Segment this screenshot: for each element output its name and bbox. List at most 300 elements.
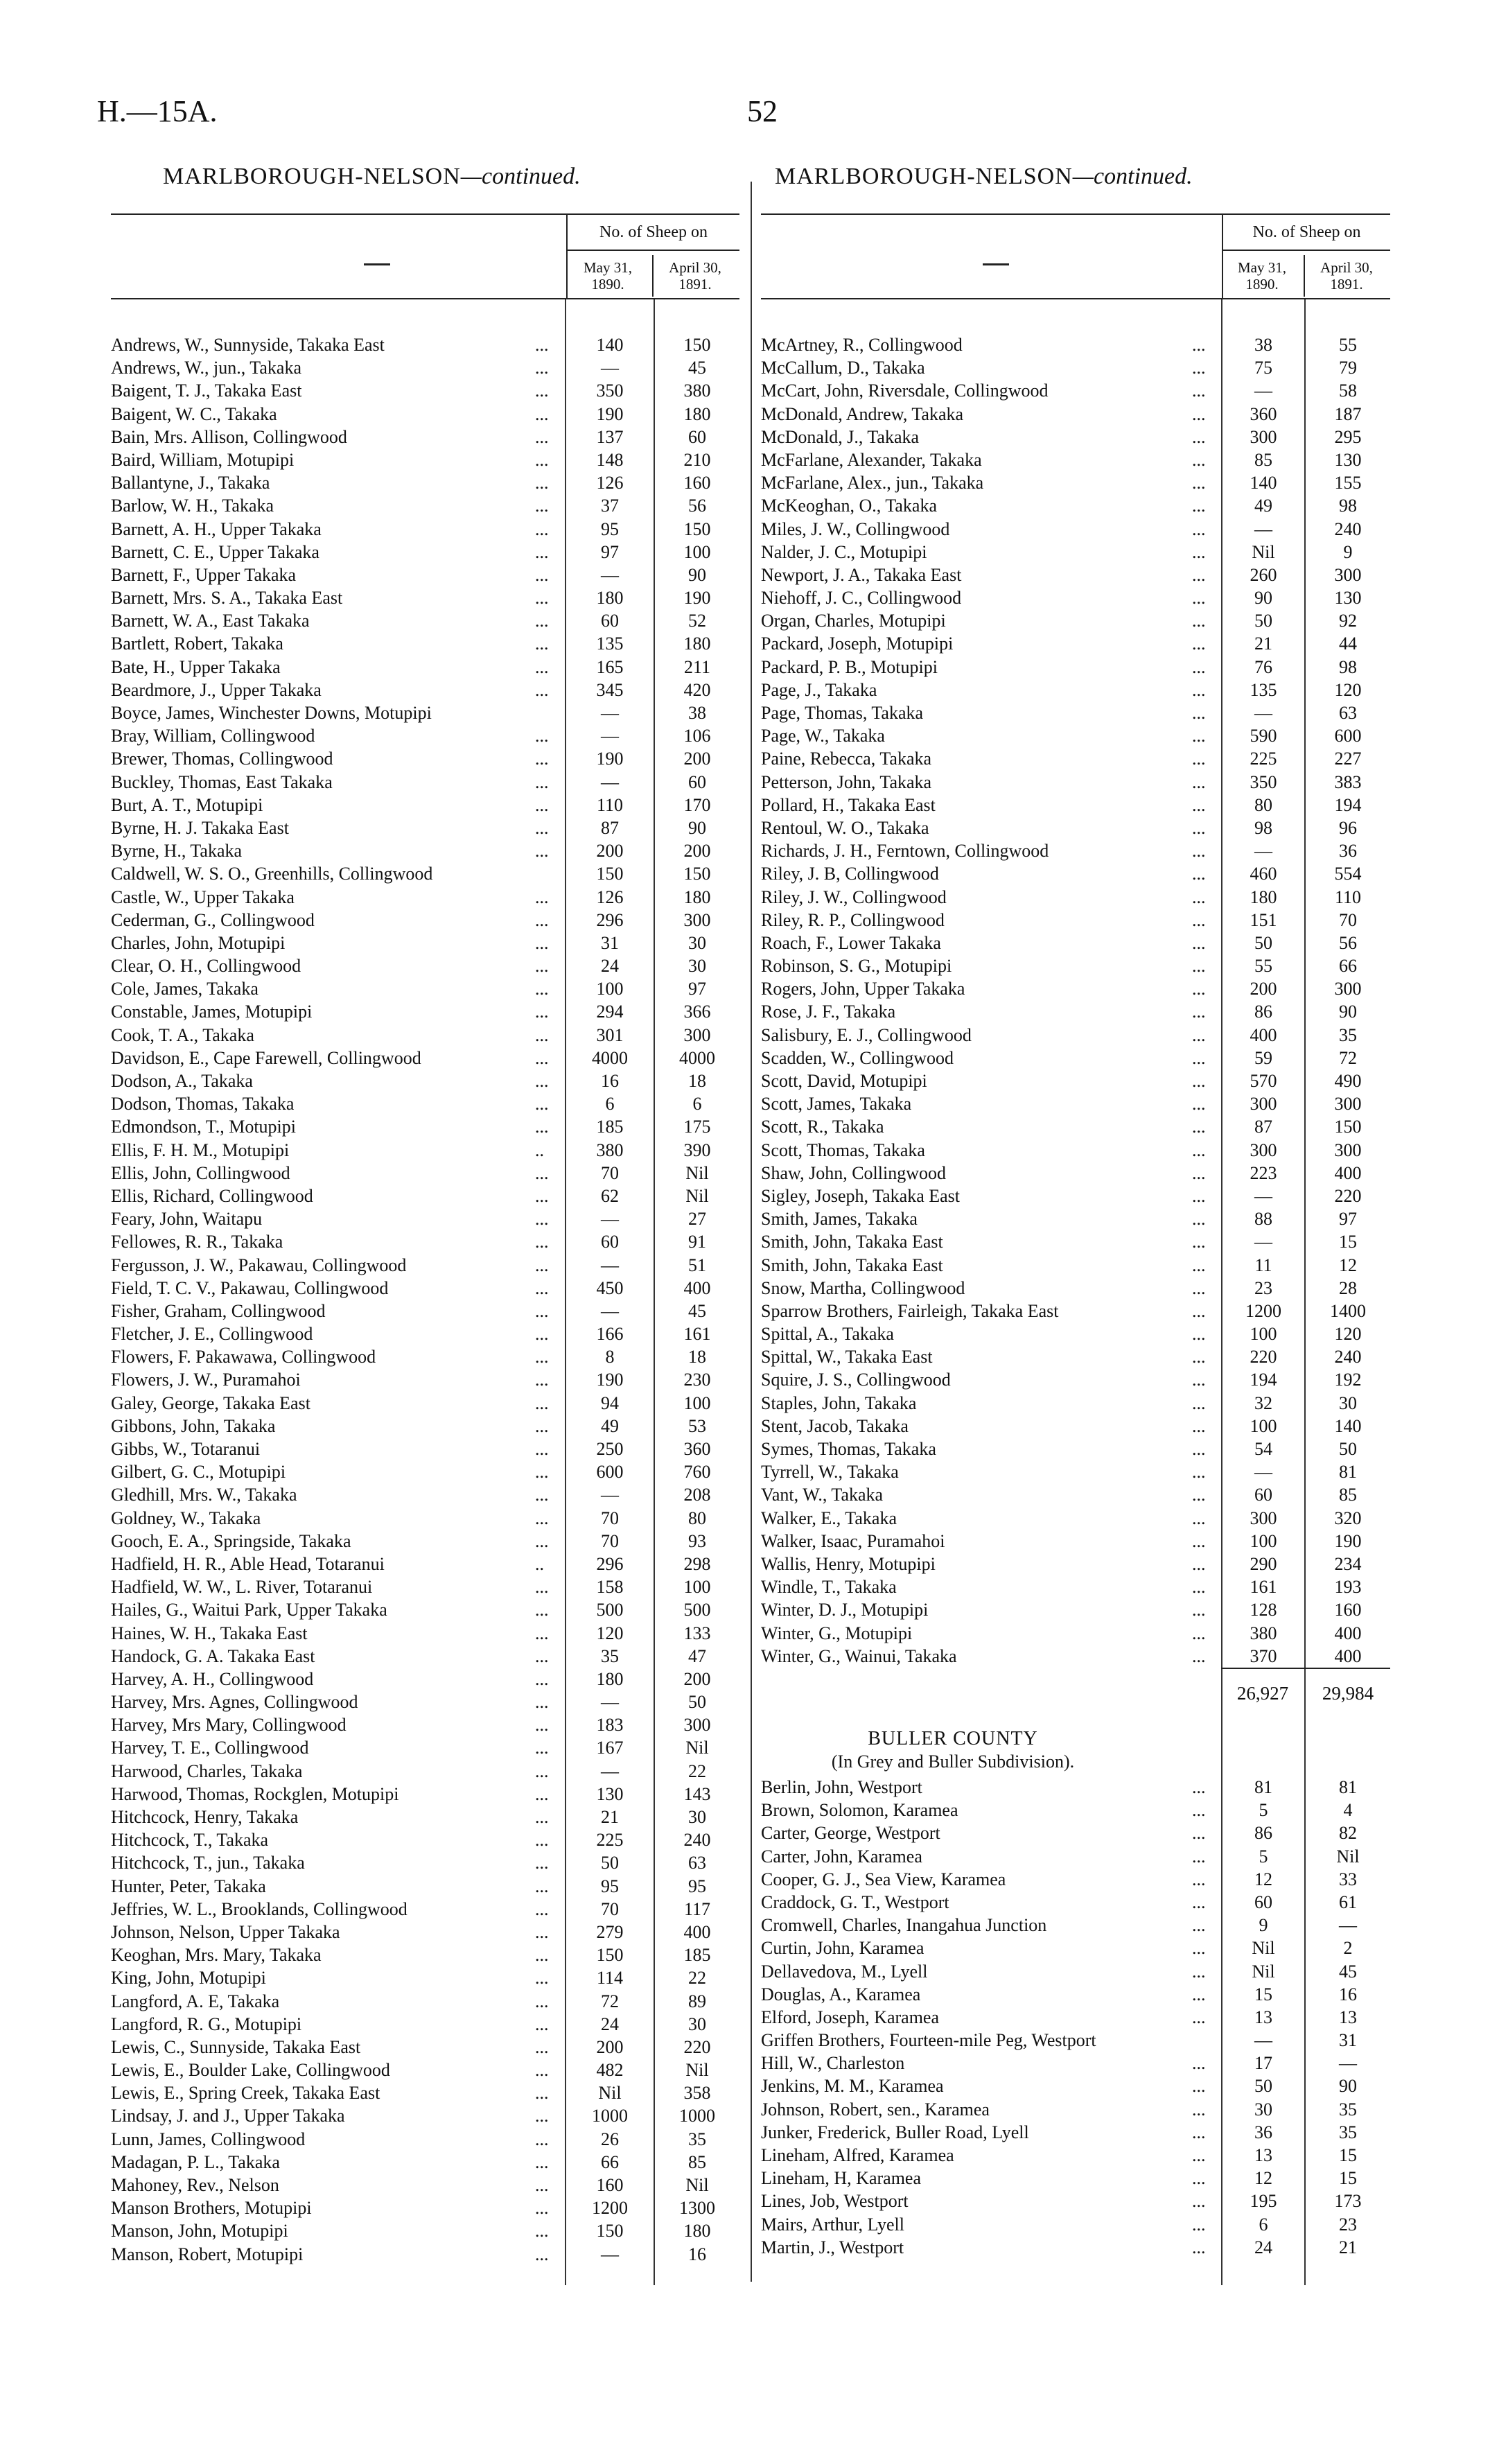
sheep-1891: 240 xyxy=(1334,1347,1362,1368)
owner-name: Manson, Robert, Motupipi xyxy=(111,2244,304,2264)
table-row xyxy=(111,1254,739,1277)
owner-name: Gibbs, W., Totaranui xyxy=(111,1439,261,1459)
leader-dots: ... xyxy=(1192,2168,1206,2189)
leader-dots: ... xyxy=(535,1830,549,1851)
sheep-1890: 190 xyxy=(596,403,624,424)
owner-name: Riley, J. B, Collingwood xyxy=(761,864,939,884)
sheep-1891: 110 xyxy=(1334,886,1362,907)
sheep-1891: 6 xyxy=(692,1094,702,1115)
sheep-1891: 100 xyxy=(683,1392,711,1413)
buller-county-title: BULLER COUNTY xyxy=(868,1728,1038,1749)
owner-name: Niehoff, J. C., Collingwood xyxy=(761,588,962,609)
sheep-1890: 86 xyxy=(1254,1002,1272,1022)
table-row xyxy=(761,1845,1390,1868)
table-row xyxy=(761,2190,1390,2212)
table-row xyxy=(111,2013,739,2036)
leader-dots: ... xyxy=(1192,1415,1206,1436)
sheep-1891: 55 xyxy=(1339,335,1357,355)
table-row xyxy=(761,1598,1390,1621)
table-row xyxy=(761,2098,1390,2121)
leader-dots: .. xyxy=(535,1139,544,1160)
sheep-1891: 30 xyxy=(688,956,706,977)
table-row xyxy=(111,1415,739,1438)
table-row xyxy=(111,2219,739,2242)
leader-dots: ... xyxy=(1192,1370,1206,1390)
owner-name: Burt, A. T., Motupipi xyxy=(111,794,263,815)
sheep-1891: 38 xyxy=(688,703,706,723)
sheep-1891: 187 xyxy=(1334,403,1362,424)
leader-dots: ... xyxy=(1192,886,1206,907)
sheep-1890: 300 xyxy=(1250,1139,1277,1160)
leader-dots: ... xyxy=(1192,1777,1206,1797)
sheep-1891: 383 xyxy=(1334,771,1362,792)
sheep-1890: 260 xyxy=(1250,564,1277,585)
owner-name: Charles, John, Motupipi xyxy=(111,932,286,953)
table-row xyxy=(111,426,739,448)
left-table-header xyxy=(111,213,739,299)
table-row xyxy=(761,1230,1390,1253)
table-row xyxy=(111,1828,739,1851)
leader-dots: ... xyxy=(535,473,549,493)
owner-name: Dodson, Thomas, Takaka xyxy=(111,1094,295,1115)
sheep-1890: 500 xyxy=(596,1600,624,1620)
leader-dots: ... xyxy=(1192,2191,1206,2212)
sheep-1891: 72 xyxy=(1339,1047,1357,1068)
sheep-1891: 1400 xyxy=(1330,1300,1366,1321)
owner-name: Lewis, C., Sunnyside, Takaka East xyxy=(111,2036,361,2057)
owner-name: Richards, J. H., Ferntown, Collingwood xyxy=(761,841,1049,862)
owner-name: Mahoney, Rev., Nelson xyxy=(111,2175,279,2195)
sheep-1890: 135 xyxy=(596,634,624,654)
leader-dots: ... xyxy=(535,2129,549,2149)
table-row xyxy=(111,1392,739,1415)
table-row xyxy=(761,794,1390,816)
sheep-1891: 193 xyxy=(1334,1577,1362,1598)
sheep-1890: 81 xyxy=(1254,1777,1272,1797)
owner-name: Gooch, E. A., Springside, Takaka xyxy=(111,1530,351,1551)
owner-name: Winter, G., Wainui, Takaka xyxy=(761,1645,957,1666)
sheep-1890: 30 xyxy=(1254,2099,1272,2120)
owner-name: Barnett, Mrs. S. A., Takaka East xyxy=(111,588,343,609)
right-table-header xyxy=(761,213,1390,299)
leader-dots: ... xyxy=(1192,909,1206,930)
leader-dots: ... xyxy=(535,426,549,447)
sheep-1891: 35 xyxy=(1339,1024,1357,1045)
leader-dots: ... xyxy=(535,1807,549,1827)
sheep-1890: 95 xyxy=(601,518,619,539)
owner-name: Castle, W., Upper Takaka xyxy=(111,886,295,907)
leader-dots: ... xyxy=(1192,1071,1206,1091)
table-row xyxy=(111,1760,739,1783)
owner-name: Harwood, Charles, Takaka xyxy=(111,1760,303,1781)
table-row xyxy=(111,1851,739,1874)
leader-dots: ... xyxy=(1192,864,1206,884)
sheep-1891: 22 xyxy=(688,1968,706,1989)
leader-dots: ... xyxy=(535,1921,549,1942)
sheep-1891: 80 xyxy=(688,1508,706,1528)
leader-dots: ... xyxy=(535,841,549,862)
leader-dots: ... xyxy=(535,886,549,907)
table-row xyxy=(761,1345,1390,1368)
leader-dots: ... xyxy=(1192,1984,1206,2004)
owner-name: Sparrow Brothers, Fairleigh, Takaka East xyxy=(761,1300,1059,1321)
owner-name: Staples, John, Takaka xyxy=(761,1392,917,1413)
owner-name: Johnson, Robert, sen., Karamea xyxy=(761,2099,990,2120)
leader-dots: ... xyxy=(535,358,549,378)
sheep-1891: 98 xyxy=(1339,656,1357,677)
owner-name: Curtin, John, Karamea xyxy=(761,1938,924,1959)
owner-name: McCallum, D., Takaka xyxy=(761,358,925,378)
sheep-1890: 88 xyxy=(1254,1209,1272,1230)
leader-dots: ... xyxy=(535,1277,549,1298)
leader-dots: ... xyxy=(1192,2053,1206,2074)
table-row xyxy=(111,1875,739,1898)
leader-dots: ... xyxy=(1192,1209,1206,1230)
table-row xyxy=(761,886,1390,909)
sheep-1890: — xyxy=(601,1485,619,1505)
leader-dots: ... xyxy=(535,518,549,539)
sheep-1890: 60 xyxy=(601,1232,619,1252)
owner-name: Ballantyne, J., Takaka xyxy=(111,473,270,493)
table-row xyxy=(111,2174,739,2196)
sheep-1890: 482 xyxy=(596,2060,624,2081)
table-row xyxy=(761,1185,1390,1207)
leader-dots: ... xyxy=(535,679,549,700)
sheep-1890: — xyxy=(601,1255,619,1275)
owner-name: Beardmore, J., Upper Takaka xyxy=(111,679,322,700)
table-row xyxy=(111,2036,739,2059)
leader-dots: ... xyxy=(535,1783,549,1804)
sheep-1890: 140 xyxy=(596,335,624,355)
owner-name: Shaw, John, Collingwood xyxy=(761,1162,946,1183)
leader-dots: ... xyxy=(1192,2076,1206,2097)
sheep-1890: 150 xyxy=(596,864,624,884)
table-row xyxy=(761,771,1390,794)
table-row xyxy=(111,1668,739,1690)
table-row xyxy=(761,1891,1390,1914)
table-row xyxy=(761,1322,1390,1345)
sheep-1890: — xyxy=(601,1209,619,1230)
owner-name: Andrews, W., Sunnyside, Takaka East xyxy=(111,335,385,355)
table-row xyxy=(111,2151,739,2174)
sheep-1891: 18 xyxy=(688,1071,706,1091)
sheep-1891: 190 xyxy=(683,588,711,609)
sheep-1891: 30 xyxy=(688,2013,706,2034)
sheep-1891: 140 xyxy=(1334,1415,1362,1436)
sheep-1891: 160 xyxy=(1334,1600,1362,1620)
sheep-1890: 161 xyxy=(1250,1577,1277,1598)
leader-dots: ... xyxy=(1192,1002,1206,1022)
leader-dots: ... xyxy=(1192,817,1206,838)
sheep-1890: 11 xyxy=(1254,1255,1272,1275)
table-row xyxy=(761,656,1390,679)
sheep-1891: 1000 xyxy=(679,2106,715,2126)
leader-dots: ... xyxy=(1192,1846,1206,1867)
table-row xyxy=(111,1300,739,1322)
sheep-1891: 133 xyxy=(683,1623,711,1643)
owner-name: Harvey, Mrs. Agnes, Collingwood xyxy=(111,1692,358,1713)
leader-dots: ... xyxy=(535,611,549,631)
sheep-1890: 15 xyxy=(1254,1984,1272,2004)
table-row xyxy=(111,1713,739,1736)
sheep-1890: 75 xyxy=(1254,358,1272,378)
header-subdivider xyxy=(652,255,654,297)
sheep-1890: 50 xyxy=(1254,932,1272,953)
sheep-1890: 55 xyxy=(1254,956,1272,977)
table-row xyxy=(111,1622,739,1645)
table-row xyxy=(761,1799,1390,1821)
sheep-1890: 135 xyxy=(1250,679,1277,700)
table-row xyxy=(111,862,739,885)
sheep-1890: 60 xyxy=(601,611,619,631)
owner-name: Byrne, H. J. Takaka East xyxy=(111,817,289,838)
owner-name: Bartlett, Robert, Takaka xyxy=(111,634,283,654)
table-row xyxy=(761,494,1390,517)
leader-dots: ... xyxy=(1192,1324,1206,1345)
leader-dots: ... xyxy=(535,2060,549,2081)
leader-dots: ... xyxy=(535,1094,549,1115)
sheep-1890: 290 xyxy=(1250,1553,1277,1574)
leader-dots: ... xyxy=(1192,726,1206,746)
sheep-1891: 200 xyxy=(683,841,711,862)
sheep-1891: 160 xyxy=(683,473,711,493)
sheep-1891: 143 xyxy=(683,1783,711,1804)
owner-name: Mairs, Arthur, Lyell xyxy=(761,2214,904,2235)
column-divider xyxy=(751,182,752,2282)
sheep-1890: 183 xyxy=(596,1715,624,1736)
owner-name: Clear, O. H., Collingwood xyxy=(111,956,301,977)
owner-name: Stent, Jacob, Takaka xyxy=(761,1415,909,1436)
sheep-1891: 300 xyxy=(1334,979,1362,999)
owner-name: Keoghan, Mrs. Mary, Takaka xyxy=(111,1945,322,1966)
table-row xyxy=(111,1736,739,1759)
sheep-header: No. of Sheep on xyxy=(1252,223,1361,241)
sheep-1890: 76 xyxy=(1254,656,1272,677)
sheep-1891: 47 xyxy=(688,1645,706,1666)
leader-dots: ... xyxy=(1192,956,1206,977)
sheep-1891: 90 xyxy=(688,564,706,585)
owner-name: Harwood, Thomas, Rockglen, Motupipi xyxy=(111,1783,399,1804)
sheep-1891: 97 xyxy=(1339,1209,1357,1230)
owner-name: Smith, John, Takaka East xyxy=(761,1232,943,1252)
leader-dots: ... xyxy=(535,1738,549,1758)
leader-dots: ... xyxy=(535,1002,549,1022)
owner-name: Fisher, Graham, Collingwood xyxy=(111,1300,326,1321)
sheep-1890: 13 xyxy=(1254,2145,1272,2165)
sheep-1891: 175 xyxy=(683,1117,711,1137)
leader-dots: ... xyxy=(535,1968,549,1989)
sheep-1891: 82 xyxy=(1339,1823,1357,1844)
owner-name: Tyrrell, W., Takaka xyxy=(761,1462,899,1483)
header-bottom-rule xyxy=(761,298,1390,299)
table-row xyxy=(761,1937,1390,1959)
leader-dots: ... xyxy=(1192,1185,1206,1206)
leader-dots: ... xyxy=(535,381,549,401)
owner-name: Walker, Isaac, Puramahoi xyxy=(761,1530,945,1551)
sheep-1890: 150 xyxy=(596,1945,624,1966)
buller-county-subtitle: (In Grey and Buller Subdivision). xyxy=(831,1751,1075,1772)
leader-dots: ... xyxy=(1192,1915,1206,1936)
leader-dots: ... xyxy=(535,794,549,815)
table-row xyxy=(761,1483,1390,1506)
table-row xyxy=(111,886,739,909)
sheep-1890: 35 xyxy=(601,1645,619,1666)
leader-dots: ... xyxy=(535,1071,549,1091)
sheep-1890: 87 xyxy=(601,817,619,838)
leader-dots: ... xyxy=(535,979,549,999)
table-row xyxy=(761,2006,1390,2029)
owner-name: Hunter, Peter, Takaka xyxy=(111,1876,266,1896)
owner-name: Lines, Job, Westport xyxy=(761,2191,909,2212)
table-row xyxy=(111,379,739,402)
buller-table-body xyxy=(761,1776,1390,2259)
owner-name: Elford, Joseph, Karamea xyxy=(761,2007,940,2027)
leader-dots: ... xyxy=(535,726,549,746)
owner-name: Smith, James, Takaka xyxy=(761,1209,918,1230)
owner-name: Carter, George, Westport xyxy=(761,1823,940,1844)
sheep-1891: 200 xyxy=(683,1668,711,1689)
leader-dots: ... xyxy=(1192,588,1206,609)
right-title-text: MARLBOROUGH-NELSON xyxy=(775,164,1073,189)
sheep-1890: 140 xyxy=(1250,473,1277,493)
owner-name: Barnett, A. H., Upper Takaka xyxy=(111,518,322,539)
table-row xyxy=(761,356,1390,379)
sheep-1890: 26 xyxy=(601,2129,619,2149)
table-row xyxy=(761,1983,1390,2006)
leader-dots: ... xyxy=(1192,1047,1206,1068)
table-row xyxy=(111,1000,739,1023)
sheep-1891: Nil xyxy=(685,2175,709,2195)
table-row xyxy=(761,701,1390,724)
sheep-1890: — xyxy=(601,726,619,746)
owner-name: Lineham, H, Karamea xyxy=(761,2168,922,2189)
owner-name: Rentoul, W. O., Takaka xyxy=(761,817,929,838)
table-row xyxy=(111,1230,739,1253)
owner-name: Packard, Joseph, Motupipi xyxy=(761,634,954,654)
sheep-1890: 137 xyxy=(596,426,624,447)
leader-dots: .. xyxy=(535,1553,544,1574)
sheep-1890: 460 xyxy=(1250,864,1277,884)
table-row xyxy=(761,1460,1390,1483)
owner-name: Snow, Martha, Collingwood xyxy=(761,1277,965,1298)
owner-name: Smith, John, Takaka East xyxy=(761,1255,943,1275)
table-row xyxy=(111,2081,739,2104)
sheep-1890: 1200 xyxy=(1245,1300,1281,1321)
sheep-1891: 33 xyxy=(1339,1869,1357,1889)
owner-name: Spittal, A., Takaka xyxy=(761,1324,894,1345)
table-row xyxy=(761,379,1390,402)
leader-dots: ... xyxy=(1192,1277,1206,1298)
sheep-1891: 61 xyxy=(1339,1891,1357,1912)
leader-dots: ... xyxy=(535,1024,549,1045)
owner-name: Barlow, W. H., Takaka xyxy=(111,496,274,516)
sheep-1891: 240 xyxy=(683,1830,711,1851)
table-row xyxy=(111,541,739,563)
owner-name: Paine, Rebecca, Takaka xyxy=(761,749,932,769)
sheep-1891: 200 xyxy=(683,749,711,769)
sheep-1890: — xyxy=(601,1760,619,1781)
sheep-1891: Nil xyxy=(685,1185,709,1206)
sheep-1890: 130 xyxy=(596,1783,624,1804)
leader-dots: ... xyxy=(1192,611,1206,631)
sheep-1890: 128 xyxy=(1250,1600,1277,1620)
right-table-body xyxy=(761,333,1390,1668)
table-row xyxy=(111,1483,739,1506)
sheep-1890: 31 xyxy=(601,932,619,953)
sheep-1891: — xyxy=(1339,1915,1357,1936)
sheep-1891: 180 xyxy=(683,2221,711,2242)
sheep-1891: 300 xyxy=(683,1024,711,1045)
sheep-1890: 126 xyxy=(596,886,624,907)
sheep-1891: 92 xyxy=(1339,611,1357,631)
sheep-1890: 70 xyxy=(601,1508,619,1528)
sheep-1891: 98 xyxy=(1339,496,1357,516)
leader-dots: ... xyxy=(535,956,549,977)
leader-dots: ... xyxy=(1192,2145,1206,2165)
header-bottom-rule xyxy=(111,298,739,299)
leader-dots: ... xyxy=(535,2175,549,2195)
sheep-1891: 380 xyxy=(683,381,711,401)
leader-dots: ... xyxy=(1192,1392,1206,1413)
leader-dots: ... xyxy=(1192,426,1206,447)
leader-dots: ... xyxy=(1192,2237,1206,2257)
owner-name: Galey, George, Takaka East xyxy=(111,1392,310,1413)
leader-dots: ... xyxy=(1192,679,1206,700)
leader-dots: ... xyxy=(1192,473,1206,493)
sheep-1891: 58 xyxy=(1339,381,1357,401)
sheep-1890: 225 xyxy=(596,1830,624,1851)
table-row xyxy=(111,932,739,954)
sheep-1891: 90 xyxy=(1339,2076,1357,2097)
owner-name: Davidson, E., Cape Farewell, Collingwood xyxy=(111,1047,421,1068)
owner-name: Lineham, Alfred, Karamea xyxy=(761,2145,954,2165)
sheep-1890: — xyxy=(1254,1232,1272,1252)
sheep-1890: — xyxy=(601,703,619,723)
leader-dots: ... xyxy=(535,1347,549,1368)
leader-dots: ... xyxy=(535,1462,549,1483)
table-row xyxy=(111,403,739,426)
leader-dots: ... xyxy=(535,634,549,654)
sheep-1891: 100 xyxy=(683,541,711,562)
owner-name: Craddock, G. T., Westport xyxy=(761,1891,949,1912)
table-row xyxy=(111,1690,739,1713)
leader-dots: ... xyxy=(535,1760,549,1781)
table-row xyxy=(761,426,1390,448)
leader-dots: ... xyxy=(535,1162,549,1183)
owner-name: Harvey, A. H., Collingwood xyxy=(111,1668,314,1689)
sheep-1891: 97 xyxy=(688,979,706,999)
leader-dots: ... xyxy=(1192,703,1206,723)
sheep-1891: 227 xyxy=(1334,749,1362,769)
leader-dots: ... xyxy=(535,1945,549,1966)
sheep-1890: 13 xyxy=(1254,2007,1272,2027)
owner-name: Scott, David, Motupipi xyxy=(761,1071,927,1091)
owner-name: Bray, William, Collingwood xyxy=(111,726,315,746)
sheep-1891: 234 xyxy=(1334,1553,1362,1574)
sheep-1891: 44 xyxy=(1339,634,1357,654)
sheep-1891: 12 xyxy=(1339,1255,1357,1275)
sheep-1890: — xyxy=(1254,518,1272,539)
owner-name: Riley, J. W., Collingwood xyxy=(761,886,947,907)
sheep-1890: 97 xyxy=(601,541,619,562)
leader-dots: ... xyxy=(1192,841,1206,862)
sheep-1890: 250 xyxy=(596,1439,624,1459)
owner-name: Barnett, W. A., East Takaka xyxy=(111,611,310,631)
left-table-body xyxy=(111,333,739,2266)
leader-dots: ... xyxy=(1192,1600,1206,1620)
owner-name: Baird, William, Motupipi xyxy=(111,449,295,470)
owner-name: Hill, W., Charleston xyxy=(761,2053,905,2074)
